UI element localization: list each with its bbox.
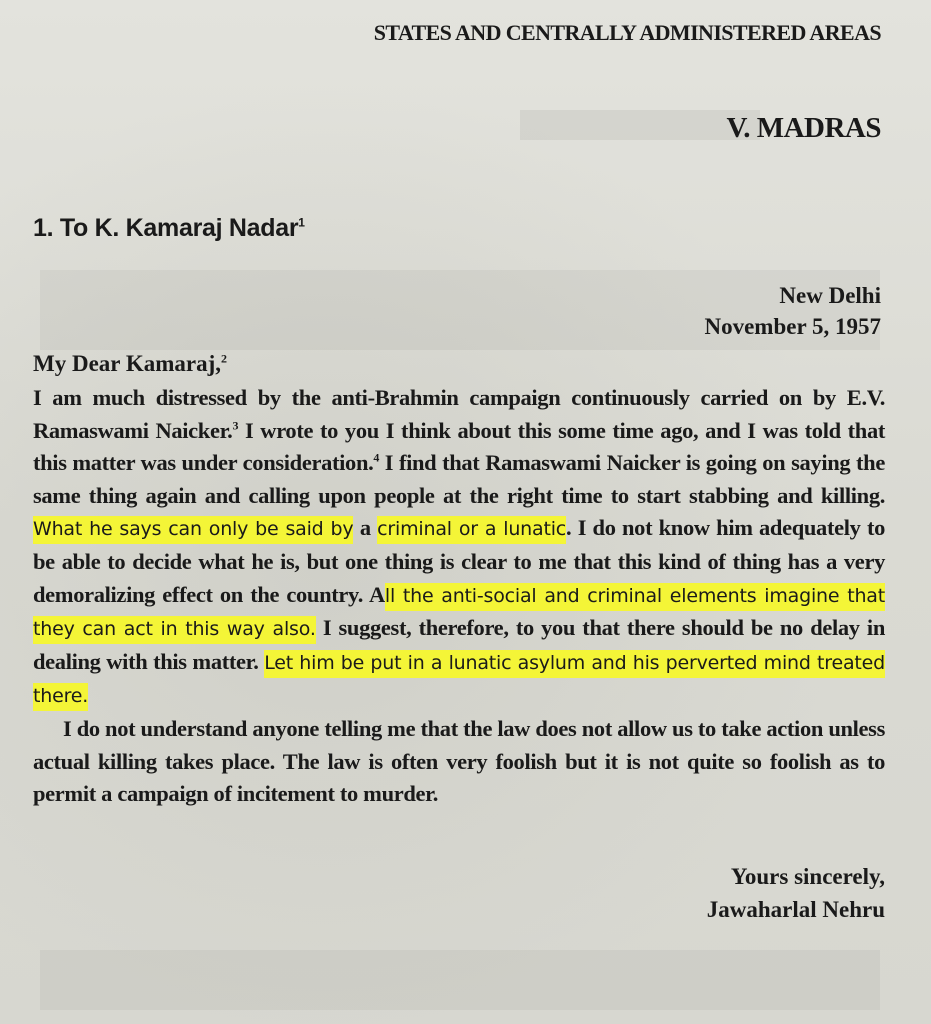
- highlighted-text: ll the anti-social and criminal elements imagine that they can act in this way also.: [33, 583, 885, 645]
- running-head: STATES AND CENTRALLY ADMINISTERED AREAS: [373, 20, 881, 45]
- bleed-through-shadow: [520, 110, 760, 140]
- footnote-marker: 1: [298, 215, 305, 230]
- letter-body: [33, 382, 885, 811]
- text-run: I suggest, therefore, to you that there should be no delay in dealing with this matter.: [33, 615, 885, 674]
- footnote-marker: 2: [221, 351, 227, 366]
- salutation-text: My Dear Kamaraj,: [33, 351, 221, 376]
- paragraph-2: I do not understand anyone telling me that the law does not allow us to take action unless actual killing takes place. The law is often very foolish but it is not quite so foolish as to permit a campaign of incitement to murder.: [33, 715, 885, 807]
- highlighted-text: What he says can only be said by: [33, 516, 353, 544]
- salutation: [33, 351, 227, 377]
- text-run: I find that Ramaswami Naicker is going on saying the same thing again and calling upon people at the right time to start stabbing and killing.: [33, 450, 885, 508]
- footnote-marker: 3: [232, 418, 239, 433]
- bleed-through-shadow: [40, 950, 880, 1010]
- letter-date: November 5, 1957: [704, 314, 881, 339]
- section-title: V. MADRAS: [726, 112, 881, 144]
- highlighted-text: criminal or a lunatic: [377, 516, 566, 544]
- letter-heading-text: 1. To K. Kamaraj Nadar: [33, 214, 299, 242]
- closing: Yours sincerely,: [730, 864, 885, 889]
- letter-heading: [33, 214, 305, 243]
- text-run: a: [353, 515, 378, 541]
- signature-name: Jawaharlal Nehru: [706, 897, 885, 922]
- footnote-marker: 4: [373, 450, 380, 465]
- text-run: I am much distressed by the anti-Brahmin campaign continuously carried on by E.V. Ramaswami Naicker.: [33, 385, 885, 443]
- text-run: . I do not know him adequately to be able to decide what he is, but one thing is clear to me that this kind of thing has a very demoralizing effect on the country. A: [33, 515, 885, 607]
- paragraph-1: [33, 382, 885, 713]
- letter-place: New Delhi: [779, 283, 881, 308]
- text-run: I wrote to you I think about this some time ago, and I was told that this matter was under consideration.: [33, 417, 885, 476]
- highlighted-text: Let him be put in a lunatic asylum and his perverted mind treated there.: [33, 650, 885, 712]
